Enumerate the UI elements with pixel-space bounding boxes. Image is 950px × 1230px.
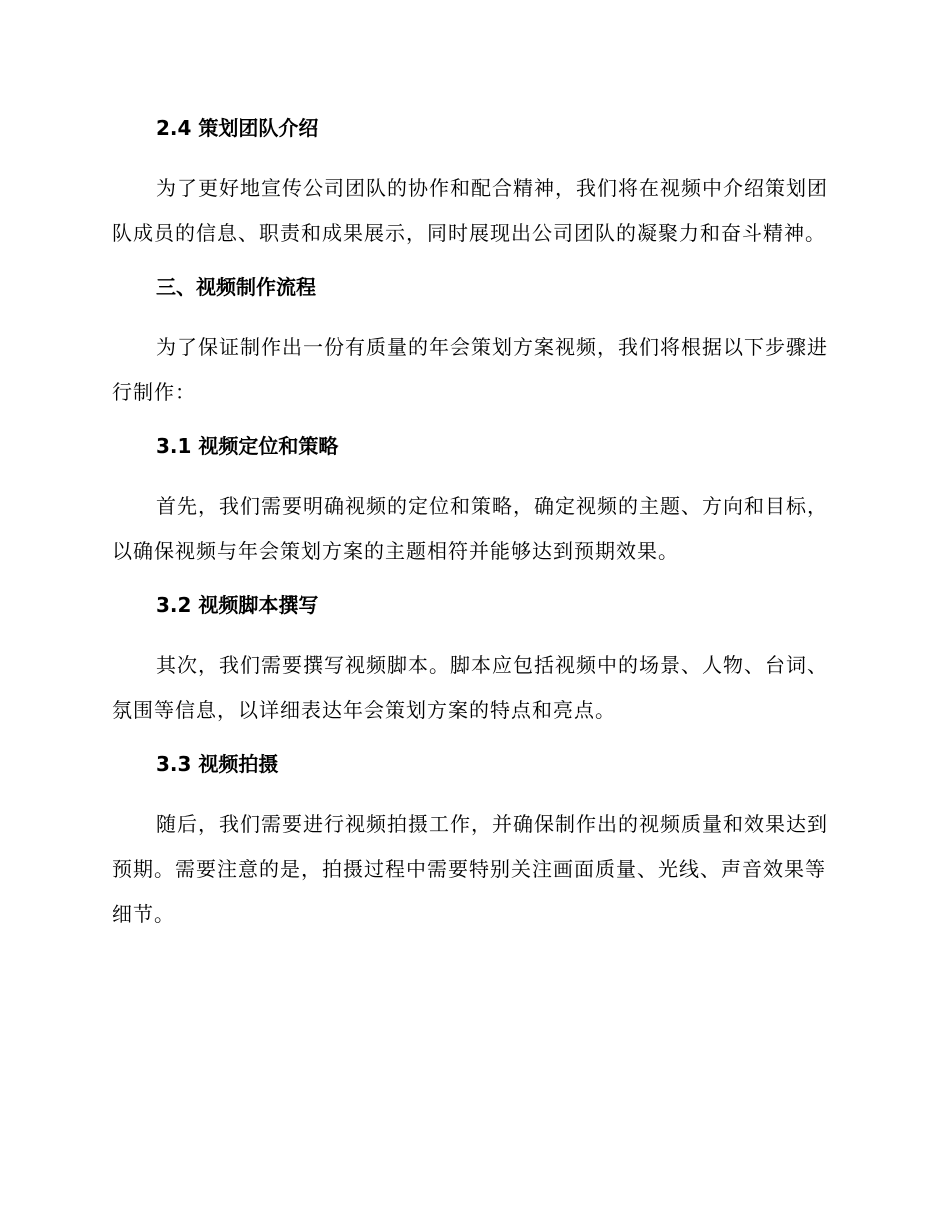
document-body xyxy=(112,112,832,952)
section-paragraph-3: 为了保证制作出一份有质量的年会策划方案视频，我们将根据以下步骤进行制作： xyxy=(112,335,828,404)
section-paragraph-3-1: 首先，我们需要明确视频的定位和策略，确定视频的主题、方向和目标，以确保视频与年会策划方案的主题相符并能够达到预期效果。 xyxy=(112,494,828,563)
section-heading-3-1: 3.1 视频定位和策略 xyxy=(156,434,339,458)
section-heading-3-3: 3.3 视频拍摄 xyxy=(156,752,279,776)
section-heading-3: 三、视频制作流程 xyxy=(156,275,316,299)
section-paragraph-2-4: 为了更好地宣传公司团队的协作和配合精神，我们将在视频中介绍策划团队成员的信息、职责和成果展示，同时展现出公司团队的凝聚力和奋斗精神。 xyxy=(112,176,828,245)
section-heading-3-2: 3.2 视频脚本撰写 xyxy=(156,593,319,617)
section-paragraph-3-2: 其次，我们需要撰写视频脚本。脚本应包括视频中的场景、人物、台词、氛围等信息，以详细表达年会策划方案的特点和亮点。 xyxy=(112,653,828,722)
section-heading-2-4: 2.4 策划团队介绍 xyxy=(156,116,319,140)
section-paragraph-3-3: 随后，我们需要进行视频拍摄工作，并确保制作出的视频质量和效果达到预期。需要注意的是，拍摄过程中需要特别关注画面质量、光线、声音效果等细节。 xyxy=(112,812,828,926)
